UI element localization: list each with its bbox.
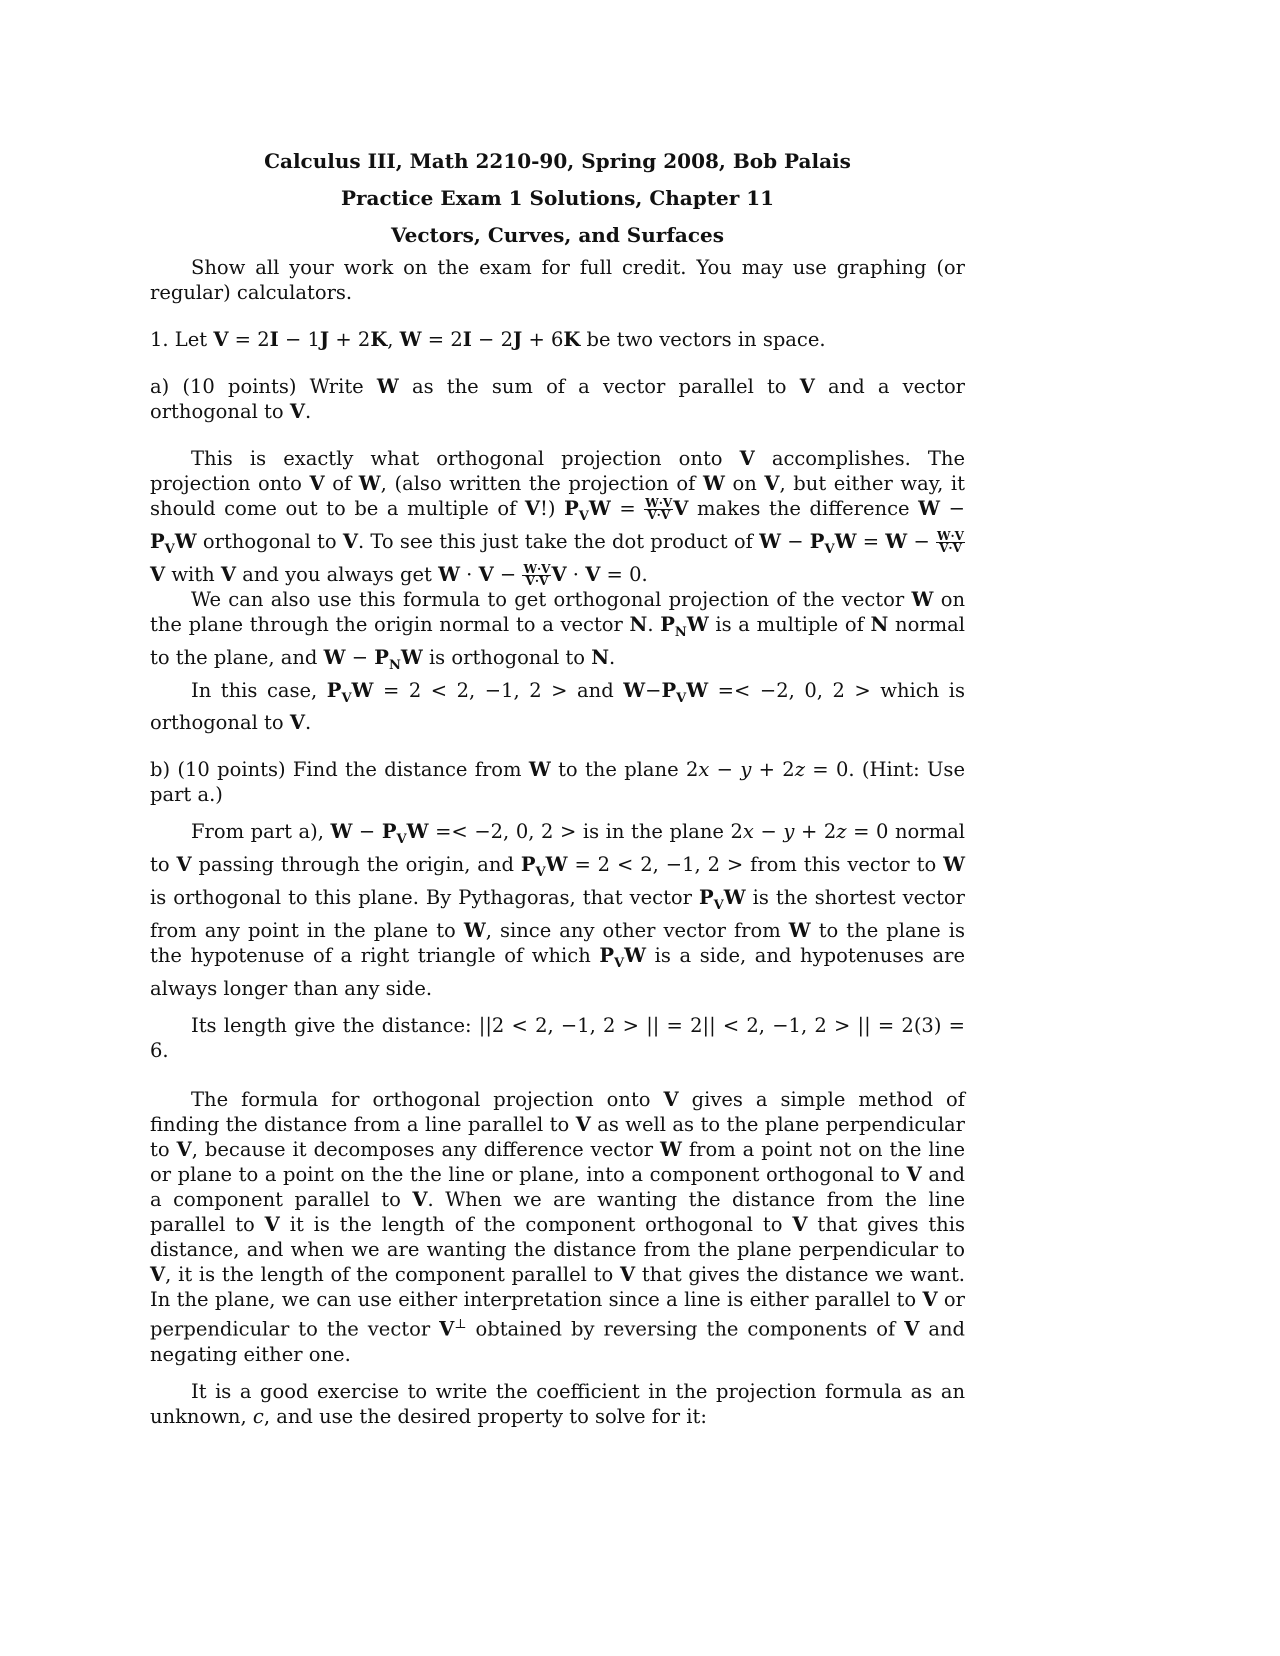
fraction: $\frac{W\cdot V}{V\cdot V}$ (523, 561, 551, 588)
closing-paragraph-1: The formula for orthogonal projection onto V gives a simple method of finding the distance from a line parallel to V as well as to the plane perpendicular to V, because it decomposes any difference vector W from a point not on the line or plane to a point on the the line or plane, into a component orthogonal to V and a component parallel to V. When we are wanting the distance from the line parallel to V it is the length of the component orthogonal to V that gives this distance, and when we are wanting the distance from the plane perpendicular to V, it is the length of the component parallel to V that gives the distance we want. In the plane, we can use either interpretation since a line is either parallel to V or perpendicular to the vector V⊥ obtained by reversing the components of V and negating either one. (150, 1088, 966, 1366)
closing-p2-lead: It is a good exercise to write the coefficient in the projection formula as an unknown, (150, 1379, 965, 1428)
part-a-question: a) (10 points) Write W as the sum of a vector parallel to V and a vector orthogonal to V. (150, 375, 966, 423)
closing-lead: The formula for orthogonal projection onto (191, 1088, 651, 1112)
part-a-solution-2: We can also use this formula to get orthogonal projection of the vector W on the plane through the origin normal to a vector N. $P_NW$ is a multiple of N normal to the plane, and $W - P_NW$ is orthogonal to N. (150, 587, 966, 673)
problem-1-prefix: 1. Let (150, 328, 208, 351)
part-a-sol1-lead: This is exactly what orthogonal projection onto (191, 447, 723, 470)
part-b-solution: From part a), $W - P_VW =< -2$, 0, 2 > is in the plane 2x − y + 2z = 0 normal to V passing through the origin, and $P_VW = 2 < 2$, −1, 2 > from this vector to W is orthogonal to this plane. By Pythagoras, that vector $P_VW$ is the shortest vector from any point in the plane to W, since any other vector from W to the plane is the hypotenuse of a right triangle of which $P_VW$ is a side, and hypotenuses are always longer than any side. (150, 820, 966, 1001)
instructions: Show all your work on the exam for full credit. You may use graphing (or regular) calculators. (150, 256, 965, 304)
part-a-sol3-lead: In this case, (191, 678, 318, 702)
part-a-solution-3: In this case, $P_VW = 2 < 2$, −1, 2 > and $W-P_VW =< -2$, 0, 2 > which is orthogonal to V. (150, 678, 965, 735)
closing-paragraph-2: It is a good exercise to write the coefficient in the projection formula as an unknown, c, and use the desired property to solve for it: (150, 1379, 965, 1428)
part-b-length: Its length give the distance: ||2 < 2, −1, 2 > || = 2|| < 2, −1, 2 > || = 2(3) = 6. (150, 1014, 965, 1063)
exam-title: Practice Exam 1 Solutions, Chapter 11 (340, 186, 775, 210)
part-b-hint: (Hint: Use part a.) (150, 758, 965, 807)
fraction: $\frac{W\cdot V}{V\cdot V}$ (645, 496, 673, 522)
fraction: $\frac{W\cdot V}{V\cdot V}$ (937, 528, 964, 555)
part-a-solution-1: This is exactly what orthogonal projection onto V accomplishes. The projection onto V of W, (also written the projection of W on V, but either way, it should come out to be a multiple of V!) $P_VW$ = $\frac{W\cdot V}{V\cdot V}$ V makes the difference $W - P_VW$ orthogonal to V. To see this just take the dot product of $W - P_VW = W$ − $\frac{W\cdot V}{V\cdot V}$ V with V and you always get W · V − $\frac{W\cdot V}{V\cdot V}$ V · V = 0. (150, 447, 965, 588)
part-b-label: b) (10 points) Find the distance from (150, 758, 522, 782)
part-a-label: a) (10 points) Write (150, 375, 364, 398)
part-a-sol2-lead: We can also use this formula to get orthogonal projection of the vector (191, 587, 905, 611)
part-b-question: b) (10 points) Find the distance from W to the plane 2x − y + 2z = 0. (Hint: Use part a.) (150, 758, 965, 807)
problem-1-statement: 1. Let V = 2I − 1J + 2K, W = 2I − 2J + 6K be two vectors in space. (150, 328, 826, 351)
chapter-title: Vectors, Curves, and Surfaces (390, 223, 725, 247)
document-page (150, 150, 965, 1429)
course-title: Calculus III, Math 2210-90, Spring 2008, Bob Palais (264, 149, 851, 173)
